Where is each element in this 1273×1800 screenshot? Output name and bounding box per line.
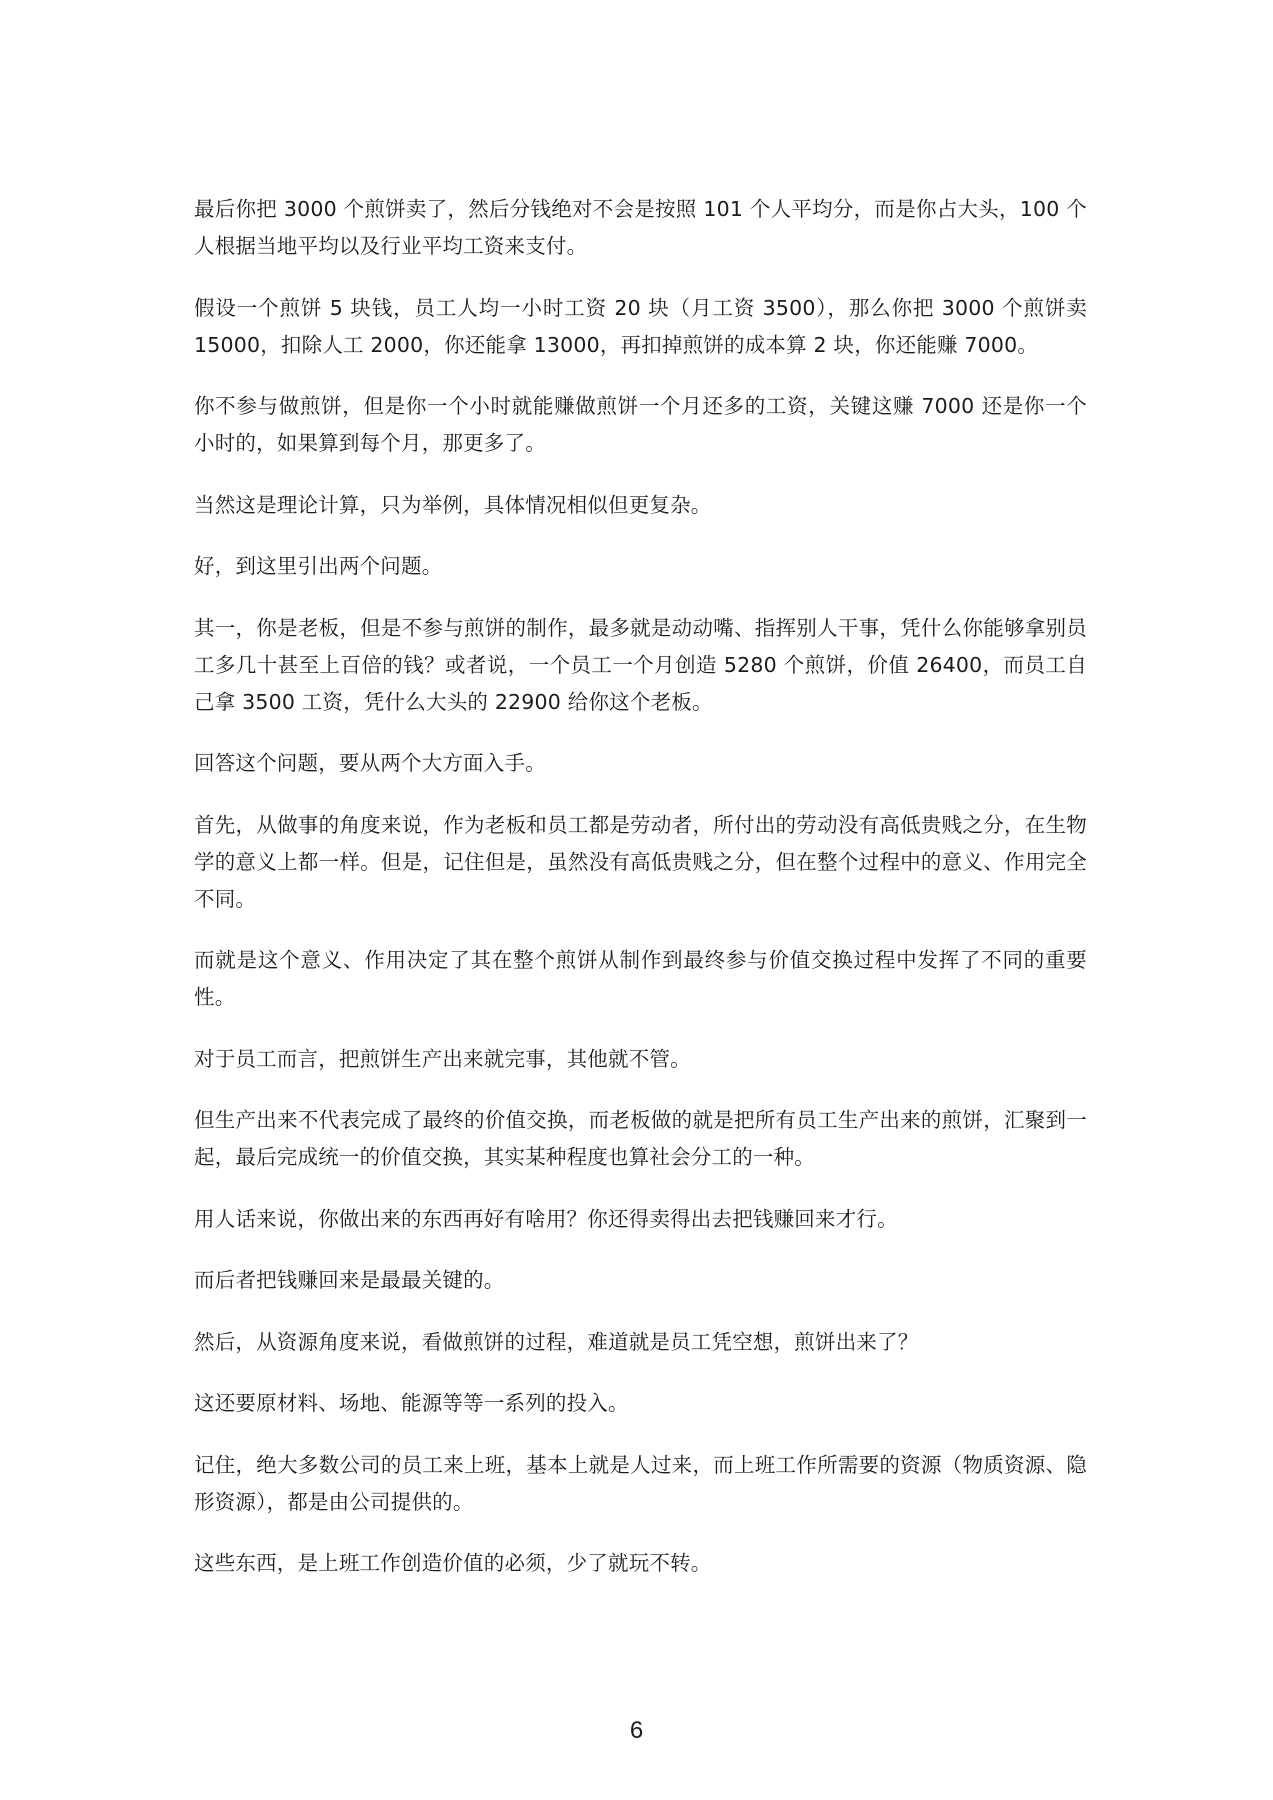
paragraph-3: 你不参与做煎饼，但是你一个小时就能赚做煎饼一个月还多的工资，关键这赚 7000 还是你一个小时的，如果算到每个月，那更多了。 [194, 394, 1087, 455]
paragraph-2: 假设一个煎饼 5 块钱，员工人均一小时工资 20 块（月工资 3500），那么你把 3000 个煎饼卖 15000，扣除人工 2000，你还能拿 13000，再扣掉煎饼的成本算 2 块，你还能赚 7000。 [194, 295, 1087, 357]
body-text [194, 191, 1087, 1607]
paragraph-5: 好，到这里引出两个问题。 [194, 554, 443, 578]
paragraph-16: 记住，绝大多数公司的员工来上班，基本上就是人过来，而上班工作所需要的资源（物质资源、隐形资源），都是由公司提供的。 [194, 1452, 1087, 1514]
paragraph-17: 这些东西，是上班工作创造价值的必须，少了就玩不转。 [194, 1551, 712, 1575]
paragraph-12: 用人话来说，你做出来的东西再好有啥用？你还得卖得出去把钱赚回来才行。 [194, 1206, 898, 1231]
paragraph-15: 这还要原材料、场地、能源等等一系列的投入。 [194, 1391, 629, 1415]
paragraph-6: 其一，你是老板，但是不参与煎饼的制作，最多就是动动嘴、指挥别人干事，凭什么你能够拿别员工多几十甚至上百倍的钱？或者说，一个员工一个月创造 5280 个煎饼，价值 26400，而员工自己拿 3500 工资，凭什么大头的 22900 给你这个老板。 [194, 615, 1087, 714]
paragraph-11: 但生产出来不代表完成了最终的价值交换，而老板做的就是把所有员工生产出来的煎饼，汇聚到一起，最后完成统一的价值交换，其实某种程度也算社会分工的一种。 [194, 1108, 1087, 1169]
paragraph-7: 回答这个问题，要从两个大方面入手。 [194, 751, 546, 775]
paragraph-8: 首先，从做事的角度来说，作为老板和员工都是劳动者，所付出的劳动没有高低贵贱之分，在生物学的意义上都一样。但是，记住但是，虽然没有高低贵贱之分，但在整个过程中的意义、作用完全不同。 [194, 812, 1087, 911]
paragraph-13: 而后者把钱赚回来是最最关键的。 [194, 1268, 505, 1292]
paragraph-1: 最后你把 3000 个煎饼卖了，然后分钱绝对不会是按照 101 个人平均分，而是你占大头，100 个人根据当地平均以及行业平均工资来支付。 [194, 197, 1087, 258]
paragraph-14: 然后，从资源角度来说，看做煎饼的过程，难道就是员工凭空想，煎饼出来了？ [194, 1329, 919, 1354]
paragraph-9: 而就是这个意义、作用决定了其在整个煎饼从制作到最终参与价值交换过程中发挥了不同的重要性。 [194, 948, 1087, 1009]
paragraph-10: 对于员工而言，把煎饼生产出来就完事，其他就不管。 [194, 1046, 691, 1071]
paragraph-4: 当然这是理论计算，只为举例，具体情况相似但更复杂。 [194, 492, 712, 517]
page-number: 6 [629, 1717, 644, 1744]
